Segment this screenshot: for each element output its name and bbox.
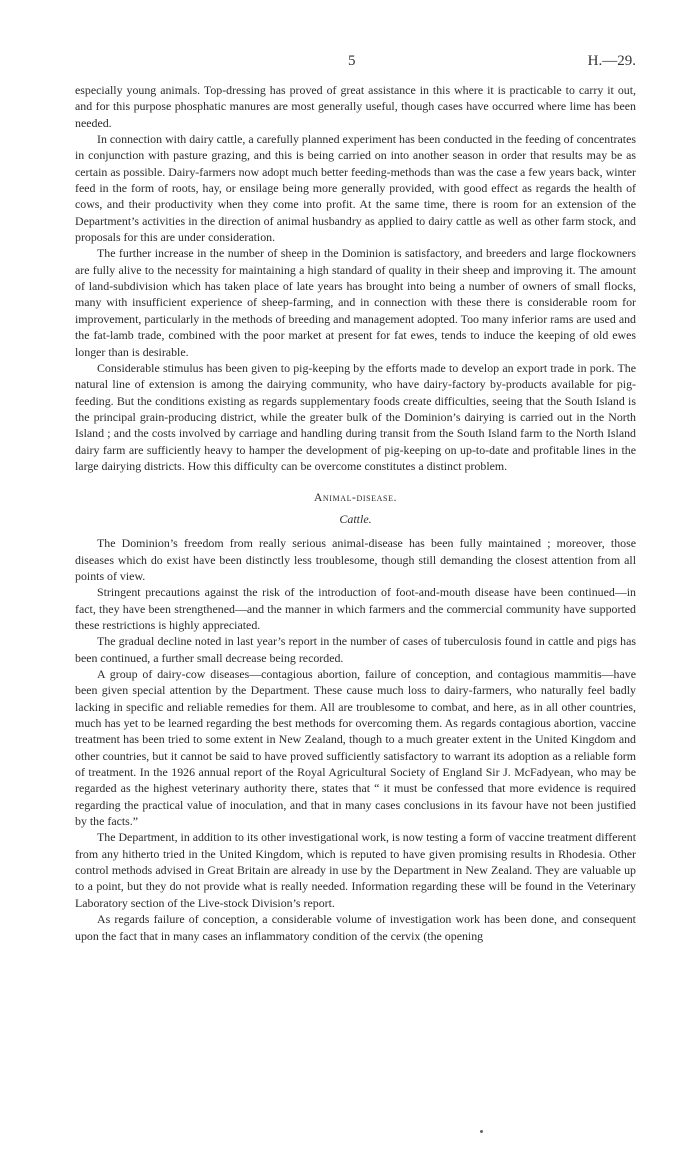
- subheading-cattle: Cattle.: [339, 512, 372, 527]
- document-body: [75, 82, 636, 944]
- paragraph-tuberculosis: The gradual decline noted in last year’s report in the number of cases of tuberculosis found in cattle and pigs has been continued, a further small decrease being recorded.: [75, 634, 636, 665]
- section-heading-animal-disease: Animal-disease.: [313, 492, 398, 505]
- paragraph-vaccine-testing: The Department, in addition to its other investigational work, is now testing a form of vaccine treatment different from any hitherto tried in the United Kingdom, which is reputed to have given promising results in Rhodesia. Other control methods advised in Great Britain are already in use by the Department in New Zealand. They are valuable up to a point, but they do not provide what is really needed. Information regarding these will be found in the Veterinary Laboratory section of the Live-stock Division’s report.: [75, 830, 637, 910]
- paragraph-dairy-cow-diseases: A group of dairy-cow diseases—contagious abortion, failure of conception, and contagious mammitis—have been given special attention by the Department. These cause much loss to dairy-farmers, who naturally feel badly lacking in specific and reliable remedies for them. All are troublesome to combat, and here, as in all other countries, much has yet to be learned regarding the best methods for overcoming them. As regards contagious abortion, vaccine treatment has been tried to some extent in New Zealand, though to a much greater extent in the United Kingdom and other countries, but it cannot be said to have proved sufficiently satisfactory to warrant its adoption as a reliable form of treatment. In the 1926 annual report of the Royal Agricultural Society of England Sir J. McFadyean, who may be regarded as the highest veterinary authority there, states that “ it must be confessed that more evidence is required regarding the practical value of inoculation, and that in many cases conclusions in its favour have not been justified by the facts.”: [75, 667, 636, 829]
- footer-dot: [480, 1130, 483, 1133]
- paragraph-foot-and-mouth: Stringent precautions against the risk of the introduction of foot-and-mouth disease have been continued—in fact, they have been strengthened—and the manner in which farmers and the commercial community have supported these restrictions is highly appreciated.: [75, 585, 636, 632]
- page-number: 5: [348, 53, 356, 69]
- paragraph-pig-keeping: Considerable stimulus has been given to pig-keeping by the efforts made to develop an export trade in pork. The natural line of extension is among the dairying community, who have dairy-factory by-products available for pig-feeding. But the conditions existing as regards supplementary foods create difficulties, seeing that the South Island is the principal grain-producing district, while the greater bulk of the Dominion’s dairying is carried out in the North Island ; and the costs involved by carriage and handling during transit from the South Island farm to the North Island dairy farm are sufficiently heavy to hamper the development of pig-keeping on up-to-date and profitable lines in the large dairying districts. How this difficulty can be overcome constitutes a distinct problem.: [75, 360, 636, 473]
- paragraph-disease-freedom: The Dominion’s freedom from really serious animal-disease has been fully maintained ; moreover, those diseases which do exist have been distinctly less troublesome, though still demanding the closest attention from all points of view.: [75, 536, 636, 583]
- page-header: [0, 53, 700, 73]
- paragraph-sheep: The further increase in the number of sheep in the Dominion is satisfactory, and breeders and large flockowners are fully alive to the necessity for maintaining a high standard of quality in their sheep and improving it. The amount of land-subdivision which has taken place of late years has brought into being a number of owners of small flocks, many with insufficient experience of sheep-farming, and in connection with these there is considerable room for improvement, particularly in the methods of breeding and management adopted. Too many inferior rams are used and the fat-lamb trade, combined with the poor market at present for fat ewes, tends to induce the keeping of old ewes longer than is desirable.: [75, 246, 636, 359]
- paragraph-top-dressing: especially young animals. Top-dressing has proved of great assistance in this where it is practicable to carry it out, and for this purpose phosphatic manures are most generally useful, though cases have occurred where lime has been needed.: [75, 83, 636, 130]
- paragraph-failure-of-conception: As regards failure of conception, a considerable volume of investigation work has been done, and consequent upon the fact that in many cases an inflammatory condition of the cervix (the opening: [75, 912, 636, 943]
- paragraph-dairy-cattle: In connection with dairy cattle, a carefully planned experiment has been conducted in the feeding of concentrates in conjunction with pasture grazing, and this is being carried on into another season in order that results may be as certain as possible. Dairy-farmers now adopt much better feeding-methods than was the case a few years back, winter feed in the form of roots, hay, or ensilage being more generally provided, with good effect as regards the health of cows, and their productivity when they come into profit. At the same time, there is room for an extension of the Department’s activities in the direction of animal husbandry as applied to dairy cattle as well as other farm stock, and proposals for this are under consideration.: [75, 132, 636, 245]
- document-reference: H.—29.: [587, 53, 636, 69]
